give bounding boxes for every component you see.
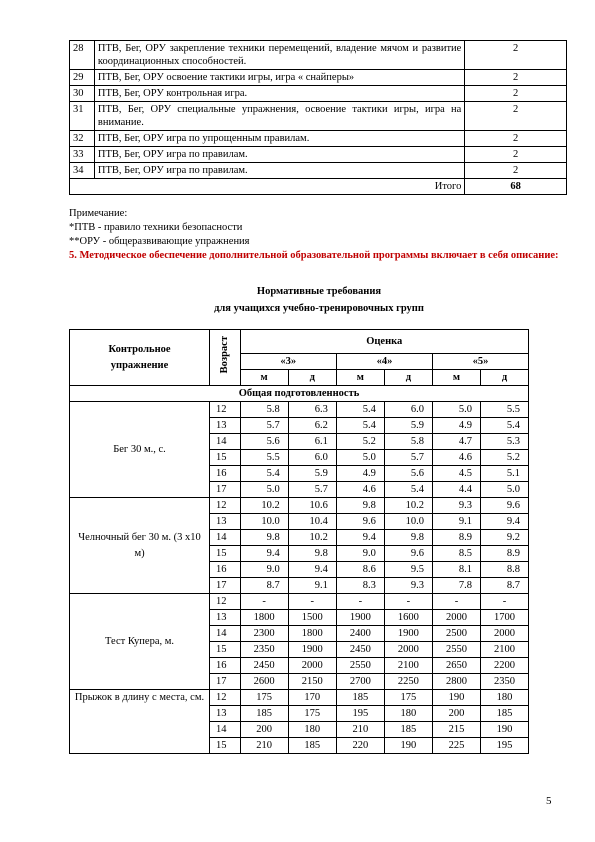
age-cell: 15 (210, 642, 240, 658)
norm-value: 2700 (336, 674, 384, 690)
age-cell: 15 (210, 450, 240, 466)
age-cell: 17 (210, 578, 240, 594)
notes-block (69, 207, 569, 263)
norm-value: 1800 (288, 626, 336, 642)
norm-value: 5.4 (240, 466, 288, 482)
age-cell: 12 (210, 498, 240, 514)
norm-value: 2200 (480, 658, 528, 674)
norm-value: 5.5 (480, 402, 528, 418)
age-cell: 14 (210, 530, 240, 546)
lesson-number: 32 (70, 131, 95, 147)
norm-value: 190 (480, 722, 528, 738)
norm-value: 9.8 (336, 498, 384, 514)
norm-value: 5.0 (480, 482, 528, 498)
norm-value: 5.1 (480, 466, 528, 482)
header-m: м (240, 370, 288, 386)
total-label: Итого (94, 179, 464, 195)
norm-value: 5.0 (433, 402, 481, 418)
norm-value: 220 (336, 738, 384, 754)
note-oru: **ОРУ - общеразвивающие упражнения (69, 236, 250, 247)
norm-row (70, 690, 529, 706)
age-cell: 12 (210, 594, 240, 610)
norm-value: 175 (288, 706, 336, 722)
norm-row (70, 402, 529, 418)
norm-value: 170 (288, 690, 336, 706)
norm-value: 2500 (433, 626, 481, 642)
norm-value: 180 (480, 690, 528, 706)
norm-value: 5.4 (384, 482, 432, 498)
plan-total-row (70, 179, 567, 195)
lesson-topic: ПТВ, Бег, ОРУ игра по правилам. (94, 147, 464, 163)
norm-value: - (336, 594, 384, 610)
norm-value: 9.3 (433, 498, 481, 514)
norm-value: 8.7 (240, 578, 288, 594)
norm-value: 2000 (384, 642, 432, 658)
norm-value: 2150 (288, 674, 336, 690)
exercise-name: Прыжок в длину с места, см. (70, 690, 210, 754)
lesson-number: 31 (70, 102, 95, 131)
norm-value: 9.1 (288, 578, 336, 594)
norm-value: 175 (384, 690, 432, 706)
norm-value: 2800 (433, 674, 481, 690)
norm-value: 5.4 (480, 418, 528, 434)
norm-value: 9.2 (480, 530, 528, 546)
norm-value: 5.7 (240, 418, 288, 434)
total-empty (70, 179, 95, 195)
note-ptv: *ПТВ - правило техники безопасности (69, 222, 243, 233)
exercise-name: Тест Купера, м. (70, 594, 210, 690)
norm-value: 195 (336, 706, 384, 722)
exercise-name: Бег 30 м., с. (70, 402, 210, 498)
norm-value: 5.2 (480, 450, 528, 466)
age-cell: 17 (210, 674, 240, 690)
norm-value: 9.8 (240, 530, 288, 546)
norm-value: 1700 (480, 610, 528, 626)
age-cell: 14 (210, 722, 240, 738)
header-exercise: Контрольное упражнение (70, 330, 210, 386)
norm-value: 190 (384, 738, 432, 754)
norm-value: 5.6 (240, 434, 288, 450)
norm-value: 5.0 (336, 450, 384, 466)
norm-value: 210 (240, 738, 288, 754)
norm-value: 195 (480, 738, 528, 754)
lesson-topic: ПТВ, Бег, ОРУ освоение тактики игры, игра « снайперы» (94, 70, 464, 86)
header-d: д (480, 370, 528, 386)
norm-value: 2450 (240, 658, 288, 674)
norm-value: 10.6 (288, 498, 336, 514)
norm-value: 2400 (336, 626, 384, 642)
age-cell: 13 (210, 706, 240, 722)
norm-value: 1900 (288, 642, 336, 658)
norm-value: 190 (433, 690, 481, 706)
norm-value: 2100 (480, 642, 528, 658)
norm-value: 8.6 (336, 562, 384, 578)
norm-value: 5.9 (288, 466, 336, 482)
lesson-number: 33 (70, 147, 95, 163)
norm-value: 10.2 (240, 498, 288, 514)
plan-row (70, 147, 567, 163)
lesson-number: 28 (70, 41, 95, 70)
lesson-hours: 2 (465, 70, 567, 86)
norm-value: 10.2 (288, 530, 336, 546)
norm-value: - (433, 594, 481, 610)
norm-value: 9.4 (336, 530, 384, 546)
norm-value: 210 (336, 722, 384, 738)
header-m: м (336, 370, 384, 386)
norm-value: 4.9 (336, 466, 384, 482)
lesson-hours: 2 (465, 163, 567, 179)
norm-value: 215 (433, 722, 481, 738)
lesson-number: 29 (70, 70, 95, 86)
norm-value: 9.1 (433, 514, 481, 530)
age-cell: 14 (210, 434, 240, 450)
age-cell: 16 (210, 658, 240, 674)
norm-value: 5.8 (240, 402, 288, 418)
norm-value: 6.0 (288, 450, 336, 466)
norm-value: 2600 (240, 674, 288, 690)
header-age: Возраст (210, 330, 240, 386)
norm-value: 8.8 (480, 562, 528, 578)
norm-value: 180 (384, 706, 432, 722)
norm-value: 2450 (336, 642, 384, 658)
age-cell: 16 (210, 562, 240, 578)
norm-value: 2350 (480, 674, 528, 690)
norm-value: 4.6 (433, 450, 481, 466)
age-cell: 17 (210, 482, 240, 498)
norm-value: 200 (240, 722, 288, 738)
lesson-hours: 2 (465, 86, 567, 102)
age-cell: 12 (210, 402, 240, 418)
norm-value: 185 (336, 690, 384, 706)
plan-row (70, 41, 567, 70)
norm-value: 9.6 (480, 498, 528, 514)
norm-value: 5.4 (336, 418, 384, 434)
lesson-hours: 2 (465, 147, 567, 163)
header-d: д (384, 370, 432, 386)
norm-value: 175 (240, 690, 288, 706)
norm-value: 5.7 (384, 450, 432, 466)
norm-value: 2100 (384, 658, 432, 674)
norm-value: 5.3 (480, 434, 528, 450)
norm-value: 4.9 (433, 418, 481, 434)
norm-value: 185 (240, 706, 288, 722)
norm-value: 4.6 (336, 482, 384, 498)
lesson-number: 30 (70, 86, 95, 102)
norm-value: 2650 (433, 658, 481, 674)
norm-value: 9.0 (336, 546, 384, 562)
norm-value: 185 (288, 738, 336, 754)
norm-value: 1500 (288, 610, 336, 626)
norm-value: 9.0 (240, 562, 288, 578)
age-cell: 13 (210, 610, 240, 626)
norm-value: 10.2 (384, 498, 432, 514)
norm-value: 7.8 (433, 578, 481, 594)
norm-value: 8.7 (480, 578, 528, 594)
norm-value: 5.5 (240, 450, 288, 466)
norm-value: - (240, 594, 288, 610)
norm-value: 8.9 (480, 546, 528, 562)
norm-value: 5.8 (384, 434, 432, 450)
header-grade-5: «5» (433, 354, 529, 370)
header-grade-3: «3» (240, 354, 336, 370)
age-cell: 13 (210, 418, 240, 434)
norm-value: 5.4 (336, 402, 384, 418)
norm-value: 5.9 (384, 418, 432, 434)
norm-value: 6.0 (384, 402, 432, 418)
norm-value: 5.2 (336, 434, 384, 450)
norm-value: 225 (433, 738, 481, 754)
norm-value: 5.7 (288, 482, 336, 498)
norm-value: 4.7 (433, 434, 481, 450)
norm-value: - (480, 594, 528, 610)
section-heading-5: 5. Методическое обеспечение дополнительной образовательной программы включает в себя описание: (69, 250, 559, 261)
notes-title: Примечание: (69, 208, 128, 219)
norm-value: 200 (433, 706, 481, 722)
norm-row (70, 594, 529, 610)
norm-value: 2000 (433, 610, 481, 626)
norm-value: 6.3 (288, 402, 336, 418)
norm-value: 2550 (336, 658, 384, 674)
norm-value: - (288, 594, 336, 610)
lesson-topic: ПТВ, Бег, ОРУ закрепление техники перемещений, владение мячом и развитие координационных способностей. (94, 41, 464, 70)
lesson-hours: 2 (465, 131, 567, 147)
lesson-number: 34 (70, 163, 95, 179)
norms-subtitle: для учащихся учебно-тренировочных групп (214, 303, 424, 314)
page-number: 5 (546, 795, 552, 807)
norm-value: 2000 (480, 626, 528, 642)
lesson-hours: 2 (465, 41, 567, 70)
header-m: м (433, 370, 481, 386)
norm-value: 8.5 (433, 546, 481, 562)
norm-value: 1800 (240, 610, 288, 626)
norm-value: 6.2 (288, 418, 336, 434)
header-grade: Оценка (240, 330, 528, 354)
norm-value: 9.8 (288, 546, 336, 562)
age-cell: 13 (210, 514, 240, 530)
norm-value: 9.4 (240, 546, 288, 562)
section-general-fitness: Общая подготовленность (70, 386, 529, 402)
norm-value: 2300 (240, 626, 288, 642)
age-cell: 16 (210, 466, 240, 482)
norm-value: - (384, 594, 432, 610)
age-cell: 15 (210, 546, 240, 562)
lesson-topic: ПТВ, Бег, ОРУ игра по упрощенным правилам. (94, 131, 464, 147)
norm-value: 5.6 (384, 466, 432, 482)
norm-value: 185 (384, 722, 432, 738)
plan-row (70, 163, 567, 179)
norm-value: 9.3 (384, 578, 432, 594)
age-cell: 14 (210, 626, 240, 642)
exercise-name: Челночный бег 30 м. (3 х10 м) (70, 498, 210, 594)
norm-value: 9.8 (384, 530, 432, 546)
norm-value: 8.9 (433, 530, 481, 546)
norm-value: 1900 (384, 626, 432, 642)
norm-value: 2000 (288, 658, 336, 674)
norm-value: 10.0 (384, 514, 432, 530)
norm-value: 4.5 (433, 466, 481, 482)
total-hours: 68 (465, 179, 567, 195)
header-grade-4: «4» (336, 354, 432, 370)
norm-value: 185 (480, 706, 528, 722)
norm-value: 10.4 (288, 514, 336, 530)
age-cell: 12 (210, 690, 240, 706)
norm-value: 9.6 (336, 514, 384, 530)
norm-value: 1600 (384, 610, 432, 626)
norm-value: 2250 (384, 674, 432, 690)
norm-value: 9.4 (288, 562, 336, 578)
norm-value: 9.4 (480, 514, 528, 530)
norm-value: 2350 (240, 642, 288, 658)
norm-value: 2550 (433, 642, 481, 658)
norm-value: 8.3 (336, 578, 384, 594)
norm-value: 6.1 (288, 434, 336, 450)
lesson-topic: ПТВ, Бег, ОРУ специальные упражнения, освоение тактики игры, игра на внимание. (94, 102, 464, 131)
norm-value: 4.4 (433, 482, 481, 498)
lesson-topic: ПТВ, Бег, ОРУ контрольная игра. (94, 86, 464, 102)
age-cell: 15 (210, 738, 240, 754)
lesson-hours: 2 (465, 102, 567, 131)
plan-row (70, 102, 567, 131)
norms-table (69, 329, 529, 754)
lesson-topic: ПТВ, Бег, ОРУ игра по правилам. (94, 163, 464, 179)
norm-value: 1900 (336, 610, 384, 626)
norm-value: 10.0 (240, 514, 288, 530)
norm-row (70, 498, 529, 514)
norm-value: 9.6 (384, 546, 432, 562)
norm-value: 8.1 (433, 562, 481, 578)
norms-title: Нормативные требования (256, 286, 382, 297)
plan-row (70, 70, 567, 86)
norm-value: 5.0 (240, 482, 288, 498)
norm-value: 180 (288, 722, 336, 738)
header-d: д (288, 370, 336, 386)
plan-row (70, 131, 567, 147)
norm-value: 9.5 (384, 562, 432, 578)
plan-row (70, 86, 567, 102)
lesson-plan-table (69, 40, 567, 195)
